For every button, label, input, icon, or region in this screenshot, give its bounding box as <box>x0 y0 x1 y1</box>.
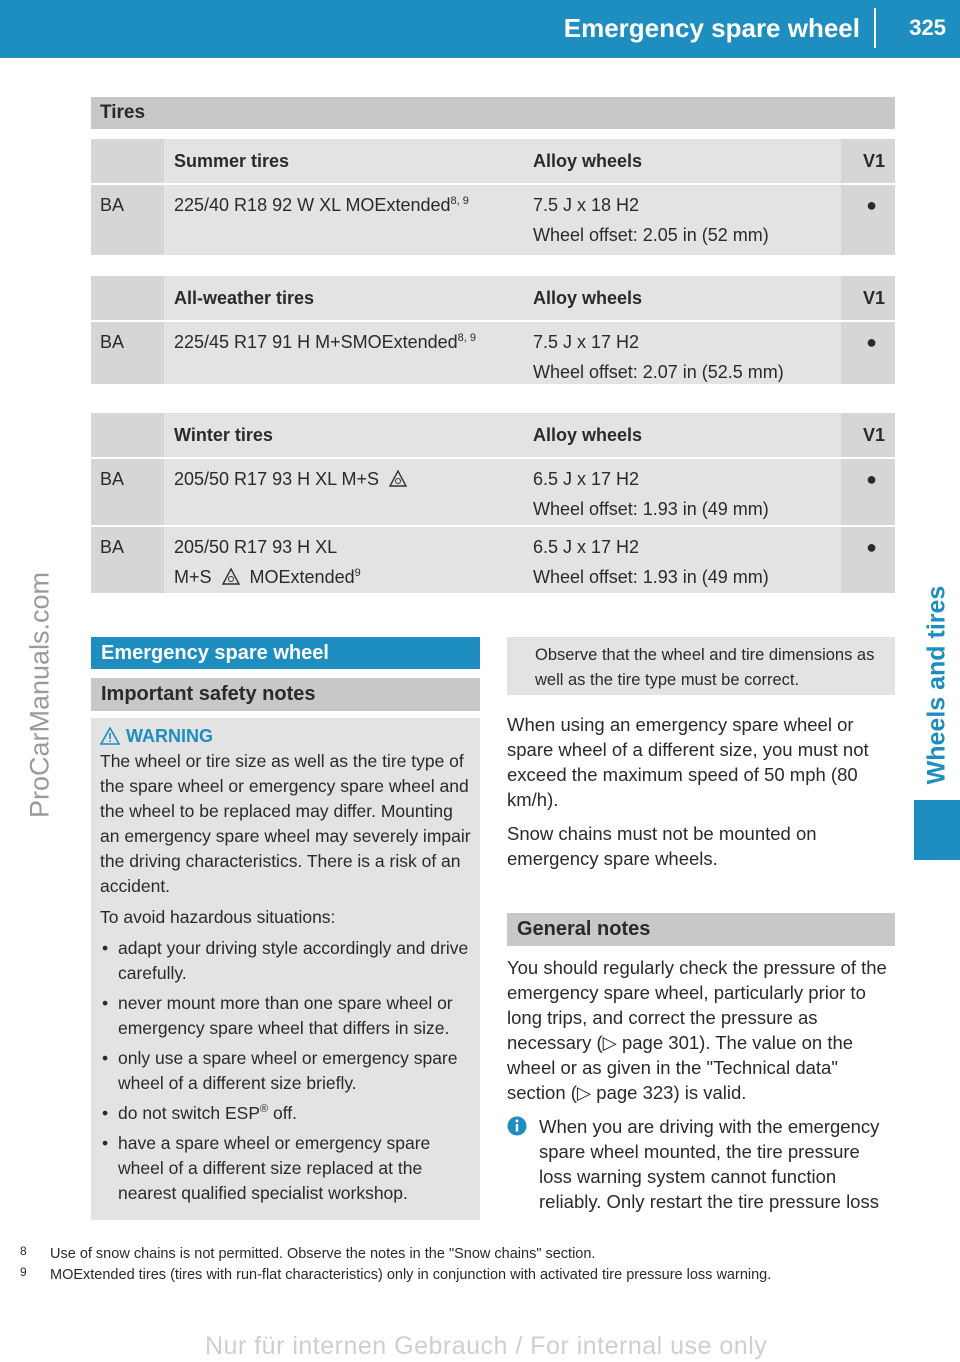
warning-text: The wheel or tire size as well as the tire type of the spare wheel or emergency spare wheel and the wheel to be replaced may differ. Mounting an emergency spare wheel may severely impair the driving characteristics. There is a risk of an accident. <box>100 751 471 896</box>
page-header <box>0 0 960 58</box>
chapter-label: Wheels and tires <box>922 585 951 785</box>
page-number: 325 <box>909 15 946 40</box>
general-notes-text <box>507 955 897 1214</box>
subsection-heading: General notes <box>507 913 895 946</box>
snowflake-mountain-icon <box>388 468 408 488</box>
wheel-cell: 6.5 J x 17 H2 Wheel offset: 1.93 in (49 mm) <box>533 469 769 519</box>
header-cell: Winter tires <box>174 425 273 445</box>
info-icon <box>507 1116 527 1136</box>
v1-cell: ● <box>841 527 895 593</box>
footnotes <box>20 1244 900 1286</box>
header-cell: V1 <box>841 413 895 457</box>
paragraph: Snow chains must not be mounted on emergency spare wheels. <box>507 823 817 869</box>
warning-triangle-icon <box>100 727 120 745</box>
list-item: • adapt your driving style accordingly and drive carefully. <box>100 936 475 986</box>
chapter-marker <box>914 800 960 860</box>
paragraph: You should regularly check the pressure of the emergency spare wheel, particularly prior to long trips, and correct the pressure as necessary (▷ page 301). The value on the wheel or as given in the "Technical data" section (▷ page 323) is valid. <box>507 957 887 1103</box>
subsection-heading: Important safety notes <box>91 678 480 711</box>
table-row <box>91 527 895 593</box>
list-item: • only use a spare wheel or emergency spare wheel of a different size briefly. <box>100 1046 475 1096</box>
table-header-row <box>91 276 895 320</box>
v1-cell: ● <box>841 185 895 255</box>
paragraph: When using an emergency spare wheel or spare wheel of a different size, you must not exceed the maximum speed of 50 mph (80 km/h). <box>507 714 869 810</box>
warning-box <box>91 718 480 1220</box>
avoid-intro: To avoid hazardous situations: <box>100 907 336 927</box>
header-cell <box>91 413 164 457</box>
section-heading: Emergency spare wheel <box>91 637 480 669</box>
v1-cell: ● <box>841 322 895 384</box>
observe-note-box <box>507 637 895 695</box>
header-cell: Alloy wheels <box>533 425 643 445</box>
wheel-cell: 7.5 J x 18 H2 Wheel offset: 2.05 in (52 mm) <box>533 195 769 245</box>
code-cell: BA <box>91 185 164 255</box>
tire-cell: 205/50 R17 93 H XL M+S <box>164 459 521 525</box>
tire-cell: 205/50 R17 93 H XL M+S MOExtended$^9$ <box>174 537 361 587</box>
wheel-cell: 7.5 J x 17 H2 Wheel offset: 2.07 in (52.5 mm) <box>533 332 784 382</box>
snowflake-mountain-icon <box>221 566 241 586</box>
table-title: Tires <box>91 97 895 129</box>
footnote: 9 MOExtended tires (tires with run-flat characteristics) only in conjunction with activated tire pressure loss warning. <box>20 1265 772 1283</box>
tires-table <box>91 97 895 255</box>
tires-table <box>91 276 895 384</box>
info-note: When you are driving with the emergency spare wheel mounted, the tire pressure loss warning system cannot function reliably. Only restart the tire pressure loss <box>507 1114 897 1214</box>
header-cell: V1 <box>841 276 895 320</box>
code-cell: BA <box>91 459 164 525</box>
observe-note: Observe that the wheel and tire dimensions as well as the tire type must be correct. <box>535 646 875 689</box>
table-row <box>91 459 895 525</box>
watermark-text: ProCarManuals.com <box>24 571 55 819</box>
list-item: • do not switch ESP® off. <box>100 1101 475 1126</box>
chapter-tab <box>914 572 960 798</box>
tires-table <box>91 413 895 593</box>
header-cell: V1 <box>841 139 895 183</box>
code-cell: BA <box>91 322 164 384</box>
header-cell: Alloy wheels <box>533 288 643 308</box>
header-cell <box>91 139 164 183</box>
tire-cell: 225/40 R18 92 W XL MOExtended$^{8, 9}$ <box>174 195 469 215</box>
site-watermark <box>0 480 80 910</box>
code-cell: BA <box>91 527 164 593</box>
v1-cell: ● <box>841 459 895 525</box>
running-title: Emergency spare wheel <box>564 8 876 48</box>
right-body-text <box>507 712 897 880</box>
wheel-cell: 6.5 J x 17 H2 Wheel offset: 1.93 in (49 mm) <box>533 537 769 587</box>
footnote: 8 Use of snow chains is not permitted. Observe the notes in the "Snow chains" section. <box>20 1244 596 1262</box>
header-cell: Alloy wheels <box>533 151 643 171</box>
table-header-row <box>91 139 895 183</box>
list-item: • never mount more than one spare wheel or emergency spare wheel that differs in size. <box>100 991 475 1041</box>
warning-header: WARNING <box>100 724 475 749</box>
header-cell: Summer tires <box>174 151 290 171</box>
table-row <box>91 185 895 255</box>
header-cell <box>91 276 164 320</box>
header-cell: All-weather tires <box>174 288 315 308</box>
list-item: • have a spare wheel or emergency spare wheel of a different size replaced at the nearest qualified specialist workshop. <box>100 1131 475 1206</box>
table-header-row <box>91 413 895 457</box>
internal-use-watermark: Nur für internen Gebrauch / For internal use only <box>205 1332 768 1360</box>
table-row <box>91 322 895 384</box>
tire-cell: 225/45 R17 91 H M+SMOExtended$^{8, 9}$ <box>174 332 477 352</box>
